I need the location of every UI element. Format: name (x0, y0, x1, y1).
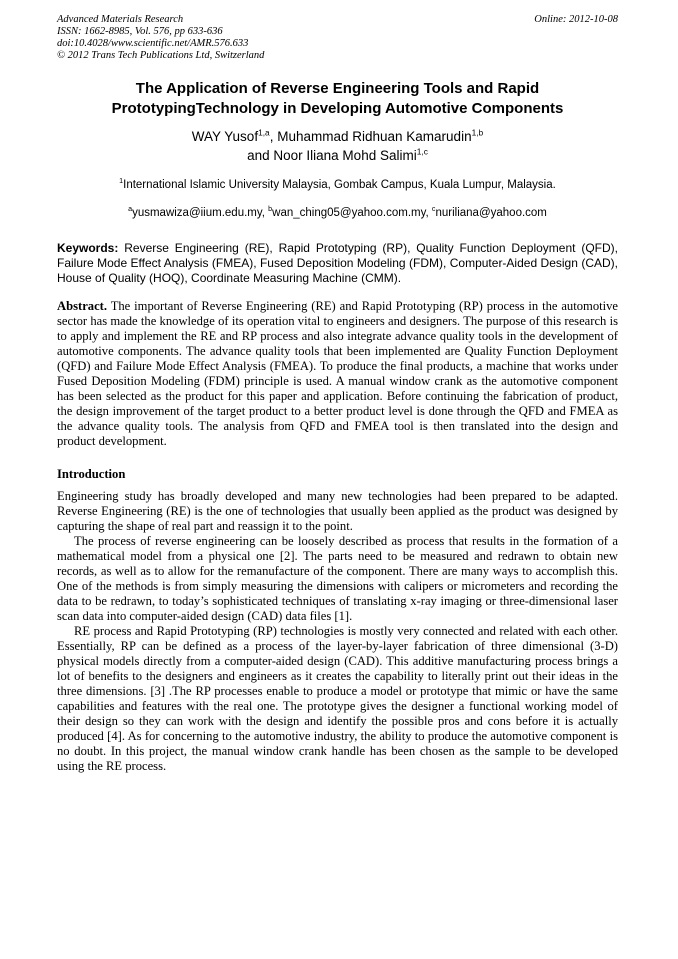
journal-header-left (57, 14, 264, 62)
issn-line: ISSN: 1662-8985, Vol. 576, pp 633-636 (57, 26, 223, 37)
introduction-heading: Introduction (57, 467, 126, 481)
authors-line-2 (57, 146, 618, 165)
keywords-paragraph (57, 241, 618, 286)
introduction-paragraph: RE process and Rapid Prototyping (RP) technologies is mostly very connected and related with each other. Essentially, RP can be defined as a process of the layer-by-layer fabrication of three dimensional (3-D) physical models directly from a computer-aided design (CAD). This additive manufacturing process brings a lot of benefits to the designers and engineers as it creates the capability to literally print out their ideas in the three dimensions. [3] .The RP processes enable to produce a model or prototype that mimic or have the same capabilities and features with the real one. The prototype gives the designer a functional working model of their design so they can work with the design and identify the possible pros and cons before it is actually produced [4]. As for concerning to the automotive industry, the ability to produce the automotive component is no doubt. In this project, the manual window crank handle has been chosen as the sample to be developed using the RE process. (57, 624, 618, 773)
abstract-paragraph (57, 299, 618, 449)
author-name-2: Muhammad Ridhuan Kamarudin (277, 129, 472, 144)
authors-block (57, 127, 618, 165)
online-date: Online: 2012-10-08 (534, 14, 618, 25)
author-name-1: WAY Yusof (191, 129, 259, 144)
abstract-text: The important of Reverse Engineering (RE) and Rapid Prototyping (RP) process in the automotive sector has made the knowledge of its operation vital to engineers and designers. The purpose of this research is to apply and implement the RE and RP process and also integrate advance quality tools in the development of automotive components. The advance quality tools that been implemented are Quality Function Deployment (QFD) and Failure Mode Effect Analysis (FMEA). To produce the final products, a machine that works under Fused Deposition Modeling (FDM) principle is used. A manual window crank as the automotive component has been selected as the product for this paper and application. Before continuing the fabrication of product, the design improvement of the target product to a better product level is done through the QFD and FMEA as the advance quality tools. The analysis from QFD and FMEA tool is then translated into the design and product development. (57, 299, 619, 448)
copyright-line: © 2012 Trans Tech Publications Ltd, Switzerland (57, 50, 265, 61)
paper-title (57, 79, 618, 118)
email-superscript-b: b (268, 205, 273, 214)
author-superscript-2: 1,b (471, 127, 484, 138)
abstract-label: Abstract. (57, 299, 108, 313)
author-superscript-1: 1,a (258, 127, 270, 138)
email-superscript-c: c (431, 205, 436, 214)
journal-name: Advanced Materials Research (57, 14, 184, 25)
journal-header (57, 14, 618, 62)
emails-line (57, 206, 618, 220)
doi-line: doi:10.4028/www.scientific.net/AMR.576.633 (57, 38, 249, 49)
keywords-text: Reverse Engineering (RE), Rapid Prototyping (RP), Quality Function Deployment (QFD), Failure Mode Effect Analysis (FMEA), Fused Deposition Modeling (FDM), Computer-Aided Design (CAD), House of Quality (HOQ), Coordinate Measuring Machine (CMM). (57, 241, 618, 285)
keywords-label: Keywords: (57, 241, 119, 255)
paper-title-line-2: PrototypingTechnology in Developing Automotive Components (111, 99, 564, 117)
author-separator: , (269, 129, 278, 144)
email-address-a: yusmawiza@iium.edu.my, (132, 207, 265, 219)
introduction-paragraph: The process of reverse engineering can be loosely described as process that results in the formation of a mathematical model from a physical one [2]. The parts need to be measured and redrawn to obtain new records, as well as to allow for the remanufacture of the component. There are many ways to accomplish this. One of the methods is from simply measuring the dimensions with calipers or micrometers and recording the data to be redrawn, to today’s sophisticated techniques of translating x-ray imaging or three-dimensional laser scan data into computer-aided design (CAD) data files [1]. (57, 534, 618, 623)
authors-line-1 (57, 127, 618, 146)
email-address-b: wan_ching05@yahoo.com.my, (272, 207, 429, 219)
affiliation-superscript: 1 (119, 177, 124, 186)
affiliation-text: International Islamic University Malaysia, Gombak Campus, Kuala Lumpur, Malaysia. (123, 179, 556, 191)
email-address-c: nuriliana@yahoo.com (435, 207, 547, 219)
email-superscript-a: a (128, 205, 133, 214)
affiliation-line (57, 178, 618, 192)
introduction-paragraph: Engineering study has broadly developed and many new technologies had been prepared to be adapted. Reverse Engineering (RE) is the one of technologies that usually been applied as the product was designed by capturing the shape of real part and reassign it to the point. (57, 489, 618, 533)
author-name-3: and Noor Iliana Mohd Salimi (247, 148, 417, 163)
paper-title-line-1: The Application of Reverse Engineering Tools and Rapid (135, 80, 540, 97)
author-superscript-3: 1,c (416, 146, 428, 157)
